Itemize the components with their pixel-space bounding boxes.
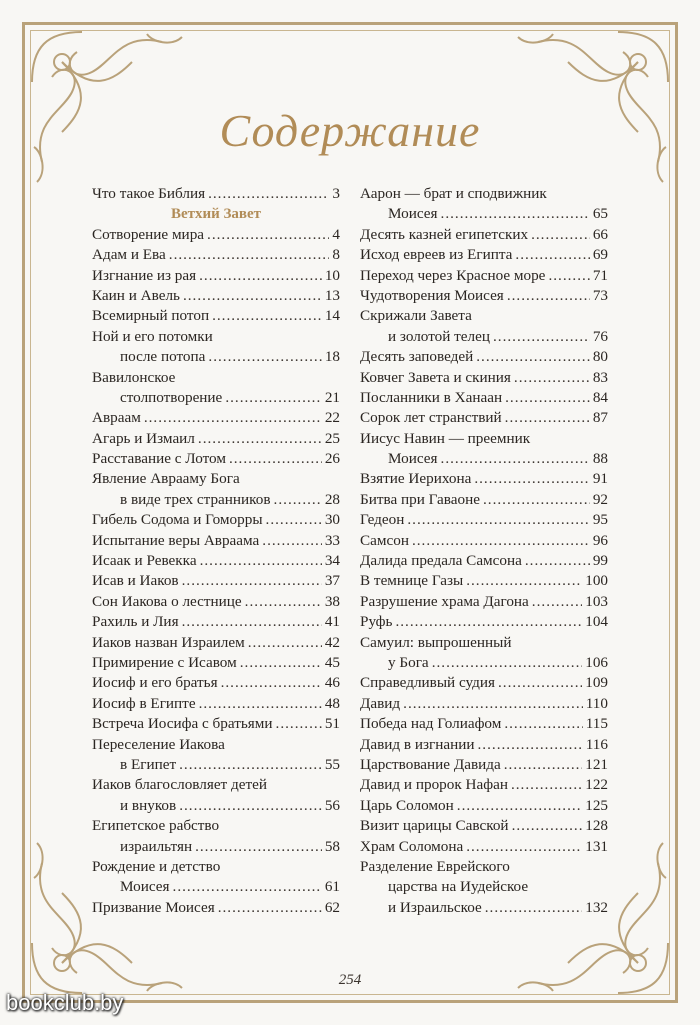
toc-entry[interactable]: [360, 429, 608, 470]
toc-entry-page: 26: [324, 450, 340, 468]
toc-leader-dots: [412, 531, 590, 551]
toc-leader-dots: [514, 368, 590, 388]
toc-entry-page: 131: [585, 837, 608, 855]
toc-entry-title: Рахиль и Лия: [92, 613, 179, 631]
toc-entry-page: 132: [585, 898, 608, 916]
toc-entry-title: Иосиф и его братья: [92, 674, 218, 692]
toc-leader-dots: [483, 490, 590, 510]
toc-entry[interactable]: [360, 531, 608, 551]
toc-entry-title: Всемирный потоп: [92, 307, 210, 325]
toc-entry-page: 69: [592, 246, 608, 264]
toc-entry-page: 34: [324, 552, 340, 570]
toc-entry[interactable]: [92, 714, 340, 734]
toc-entry-title: столпотворение: [120, 388, 223, 406]
toc-leader-dots: [199, 694, 322, 714]
toc-entry-title: Расставание с Лотом: [92, 450, 226, 468]
toc-entry-title: Моисея: [120, 878, 170, 896]
toc-entry[interactable]: [92, 673, 340, 693]
toc-entry[interactable]: [360, 592, 608, 612]
toc-entry-page: 18: [324, 348, 340, 366]
toc-entry-title: Храм Соломона: [360, 837, 464, 855]
toc-entry-page: 58: [324, 837, 340, 855]
toc-entry-title: Иаков назван Израилем: [92, 633, 245, 651]
toc-leader-dots: [248, 633, 322, 653]
toc-entry-page: 61: [324, 878, 340, 896]
toc-entry[interactable]: [360, 796, 608, 816]
page-title: Содержание: [219, 105, 481, 156]
toc-entry[interactable]: [92, 327, 340, 368]
toc-leader-dots: [208, 347, 321, 367]
toc-leader-dots: [274, 490, 322, 510]
toc-leader-dots: [212, 306, 322, 326]
toc-entry[interactable]: [92, 531, 340, 551]
toc-leader-dots: [474, 469, 589, 489]
toc-entry-page: 87: [592, 409, 608, 427]
toc-entry-title: Вавилонское: [92, 368, 176, 386]
toc-entry[interactable]: [360, 469, 608, 489]
toc-entry-title: Ной и его потомки: [92, 327, 213, 345]
toc-entry-title: Агарь и Измаил: [92, 429, 195, 447]
toc-leader-dots: [505, 408, 590, 428]
toc-section-heading: Ветхий Завет: [170, 206, 262, 223]
toc-leader-dots: [173, 877, 322, 897]
toc-entry-title: Чудотворения Моисея: [360, 286, 504, 304]
toc-entry-title: Моисея: [388, 205, 438, 223]
toc-leader-dots: [183, 286, 322, 306]
toc-leader-dots: [179, 796, 322, 816]
toc-entry[interactable]: [360, 714, 608, 734]
toc-entry[interactable]: [360, 857, 608, 918]
toc-entry-title: Моисея: [388, 450, 438, 468]
toc-entry-page: 116: [585, 735, 608, 753]
toc-leader-dots: [512, 816, 583, 836]
toc-entry-page: 122: [585, 776, 608, 794]
toc-leader-dots: [507, 286, 590, 306]
toc-entry-page: 14: [324, 307, 340, 325]
toc-entry[interactable]: [92, 306, 340, 326]
toc-entry-page: 56: [324, 796, 340, 814]
toc-entry[interactable]: [360, 837, 608, 857]
toc-entry-page: 33: [324, 531, 340, 549]
toc-entry[interactable]: [92, 469, 340, 510]
toc-entry-page: 42: [324, 633, 340, 651]
toc-entry-title: Далида предала Самсона: [360, 552, 522, 570]
toc-leader-dots: [498, 673, 582, 693]
toc-entry-page: 84: [592, 388, 608, 406]
toc-entry-title: Посланники в Ханаан: [360, 388, 503, 406]
toc-entry[interactable]: [360, 347, 608, 367]
toc-entry[interactable]: [92, 551, 340, 571]
toc-entry-title: Иаков благословляет детей: [92, 776, 267, 794]
toc-leader-dots: [466, 837, 582, 857]
toc-entry-title: Разделение Еврейского: [360, 857, 510, 875]
toc-entry-page: 128: [585, 817, 608, 835]
toc-column-left: [92, 184, 340, 918]
toc-entry[interactable]: [92, 429, 340, 449]
toc-entry-page: 21: [324, 388, 340, 406]
toc-leader-dots: [240, 653, 322, 673]
toc-leader-dots: [207, 225, 329, 245]
toc-leader-dots: [478, 735, 583, 755]
toc-entry-page: 8: [332, 246, 340, 264]
toc-entry[interactable]: [92, 653, 340, 673]
toc-entry[interactable]: [92, 266, 340, 286]
toc-leader-dots: [221, 673, 322, 693]
toc-entry-title: Явление Аврааму Бога: [92, 470, 240, 488]
toc-leader-dots: [229, 449, 322, 469]
toc-entry[interactable]: [92, 592, 340, 612]
toc-entry-page: 13: [324, 286, 340, 304]
toc-entry-page: 46: [324, 674, 340, 692]
toc-entry[interactable]: [92, 898, 340, 918]
toc-entry-title: Авраам: [92, 409, 141, 427]
toc-leader-dots: [182, 612, 322, 632]
toc-entry-title: Каин и Авель: [92, 286, 180, 304]
toc-entry[interactable]: [360, 388, 608, 408]
toc-leader-dots: [504, 714, 582, 734]
toc-entry-title: Сорок лет странствий: [360, 409, 502, 427]
toc-entry-title: Изгнание из рая: [92, 266, 197, 284]
toc-entry[interactable]: [92, 184, 340, 204]
toc-leader-dots: [266, 510, 322, 530]
toc-entry[interactable]: [92, 633, 340, 653]
toc-entry-title: Встреча Иосифа с братьями: [92, 715, 273, 733]
toc-entry[interactable]: [360, 775, 608, 795]
toc-leader-dots: [225, 388, 322, 408]
toc-entry-title: Победа над Голиафом: [360, 715, 502, 733]
toc-leader-dots: [179, 755, 322, 775]
toc-entry-title: Царствование Давида: [360, 755, 501, 773]
toc-entry-title: в виде трех странников: [120, 490, 271, 508]
toc-entry-title: царства на Иудейское: [388, 878, 529, 896]
toc-entry-title: Иосиф в Египте: [92, 694, 196, 712]
watermark-text: bookclub.by: [6, 990, 124, 1015]
toc-entry-page: 65: [592, 205, 608, 223]
toc-leader-dots: [531, 225, 590, 245]
toc-entry[interactable]: [360, 266, 608, 286]
toc-leader-dots: [485, 898, 582, 918]
toc-entry[interactable]: [360, 306, 608, 347]
toc-entry-page: 22: [324, 409, 340, 427]
toc-entry-title: Рождение и детство: [92, 857, 221, 875]
toc-entry-title: Адам и Ева: [92, 246, 166, 264]
toc-entry-title: Египетское рабство: [92, 817, 220, 835]
toc-entry-page: 3: [332, 185, 340, 202]
toc-leader-dots: [276, 714, 322, 734]
toc-entry-title: и золотой телец: [388, 327, 490, 345]
toc-entry-page: 103: [585, 592, 608, 610]
toc-entry-page: 76: [592, 327, 608, 345]
toc-entry-title: В темнице Газы: [360, 572, 464, 590]
toc-entry-title: Давид и пророк Нафан: [360, 776, 508, 794]
toc-leader-dots: [432, 653, 583, 673]
toc-leader-dots: [525, 551, 590, 571]
toc-entry-page: 99: [592, 552, 608, 570]
toc-entry[interactable]: [92, 571, 340, 591]
toc-entry[interactable]: [360, 225, 608, 245]
toc-entry-page: 125: [585, 796, 608, 814]
toc-entry-page: 51: [324, 715, 340, 733]
toc-entry[interactable]: [360, 286, 608, 306]
toc-entry-page: 41: [324, 613, 340, 631]
toc-entry-page: 62: [324, 898, 340, 916]
toc-entry[interactable]: [92, 286, 340, 306]
toc-entry-title: Переселение Иакова: [92, 735, 225, 753]
toc-entry-title: Исав и Иаков: [92, 572, 179, 590]
toc-entry[interactable]: [360, 735, 608, 755]
toc-entry-page: 55: [324, 755, 340, 773]
toc-entry-title: Давид в изгнании: [360, 735, 475, 753]
toc-entry[interactable]: [92, 735, 340, 776]
toc-leader-dots: [407, 510, 589, 530]
toc-entry-page: 121: [585, 755, 608, 773]
toc-leader-dots: [262, 531, 322, 551]
toc-entry-title: Гедеон: [360, 511, 405, 529]
toc-leader-dots: [466, 571, 582, 591]
toc-entry-title: Руфь: [360, 613, 393, 631]
toc-entry[interactable]: [92, 816, 340, 857]
toc-leader-dots: [457, 796, 582, 816]
toc-entry-title: Призвание Моисея: [92, 898, 215, 916]
toc-entry-title: у Бога: [388, 653, 429, 671]
toc-entry[interactable]: [92, 612, 340, 632]
toc-entry-title: Скрижали Завета: [360, 307, 472, 325]
toc-entry-title: Исход евреев из Египта: [360, 246, 513, 264]
toc-leader-dots: [515, 245, 589, 265]
toc-entry-page: 83: [592, 368, 608, 386]
toc-leader-dots: [144, 408, 322, 428]
toc-entry-page: 45: [324, 653, 340, 671]
toc-entry-title: Что такое Библия: [92, 185, 206, 202]
toc-entry-page: 92: [592, 490, 608, 508]
toc-entry-page: 30: [324, 511, 340, 529]
page-number: 254: [338, 972, 362, 988]
toc-entry-title: и внуков: [120, 796, 177, 814]
toc-leader-dots: [195, 837, 322, 857]
toc-entry-page: 88: [592, 450, 608, 468]
toc-entry-title: Битва при Гаваоне: [360, 490, 480, 508]
toc-leader-dots: [532, 592, 582, 612]
toc-entry[interactable]: [92, 225, 340, 245]
toc-entry-title: Гибель Содома и Гоморры: [92, 511, 263, 529]
toc-leader-dots: [403, 694, 583, 714]
toc-entry-page: 48: [324, 694, 340, 712]
toc-entry[interactable]: [360, 184, 608, 225]
toc-leader-dots: [441, 204, 590, 224]
toc-entry-title: Сон Иакова о лестнице: [92, 592, 242, 610]
toc-entry-title: и Израильское: [388, 898, 482, 916]
toc-entry-title: Десять заповедей: [360, 348, 474, 366]
toc-entry[interactable]: [360, 245, 608, 265]
toc-entry-title: Ковчег Завета и скиния: [360, 368, 511, 386]
toc-entry[interactable]: [360, 633, 608, 674]
toc-entry[interactable]: [360, 755, 608, 775]
toc-entry-title: Сотворение мира: [92, 225, 205, 243]
toc-entry-title: Иисус Навин — преемник: [360, 429, 531, 447]
toc-entry-page: 37: [324, 572, 340, 590]
toc-entry-page: 95: [592, 511, 608, 529]
toc-entry-page: 110: [585, 694, 608, 712]
toc-entry[interactable]: [92, 857, 340, 898]
toc-leader-dots: [493, 327, 590, 347]
toc-entry[interactable]: [92, 694, 340, 714]
toc-leader-dots: [182, 571, 322, 591]
toc-leader-dots: [511, 775, 582, 795]
toc-entry[interactable]: [92, 368, 340, 409]
toc-leader-dots: [395, 612, 582, 632]
toc-entry-page: 38: [324, 592, 340, 610]
toc-entry-title: Переход через Красное море: [360, 266, 546, 284]
toc-leader-dots: [218, 898, 322, 918]
toc-entry[interactable]: [92, 510, 340, 530]
toc-column-right: [360, 184, 608, 918]
toc-entry-title: Аарон — брат и сподвижник: [360, 185, 547, 202]
toc-leader-dots: [200, 551, 322, 571]
toc-entry-title: Царь Соломон: [360, 796, 454, 814]
toc-entry-page: 71: [592, 266, 608, 284]
toc-entry-page: 100: [585, 572, 608, 590]
toc-leader-dots: [548, 266, 589, 286]
toc-entry-title: Исаак и Ревекка: [92, 552, 197, 570]
toc-entry-page: 115: [585, 715, 608, 733]
toc-entry-page: 73: [592, 286, 608, 304]
toc-entry[interactable]: [360, 551, 608, 571]
toc-entry[interactable]: [92, 408, 340, 428]
toc-entry-page: 91: [592, 470, 608, 488]
toc-entry[interactable]: [360, 510, 608, 530]
toc-entry-page: 25: [324, 429, 340, 447]
toc-entry[interactable]: [360, 612, 608, 632]
toc-entry-page: 109: [585, 674, 608, 692]
toc-entry-title: Давид: [360, 694, 401, 712]
toc-entry-page: 80: [592, 348, 608, 366]
toc-entry-page: 66: [592, 225, 608, 243]
toc-entry-title: Самуил: выпрошенный: [360, 633, 512, 651]
toc-entry-page: 96: [592, 531, 608, 549]
toc-entry-page: 104: [585, 613, 608, 631]
toc-entry-title: Взятие Иерихона: [360, 470, 472, 488]
toc-entry-page: 28: [324, 490, 340, 508]
toc-entry[interactable]: [360, 673, 608, 693]
toc-entry-title: Примирение с Исавом: [92, 653, 237, 671]
toc-entry-title: Справедливый судия: [360, 674, 495, 692]
toc-entry-page: 4: [332, 225, 340, 243]
toc-leader-dots: [208, 184, 329, 204]
toc-entry-title: Самсон: [360, 531, 409, 549]
toc-leader-dots: [504, 755, 583, 775]
toc-entry[interactable]: [360, 368, 608, 388]
toc-entry[interactable]: [360, 408, 608, 428]
toc-entry-title: после потопа: [120, 348, 206, 366]
toc-entry[interactable]: [360, 571, 608, 591]
toc-entry-title: Десять казней египетских: [360, 225, 529, 243]
toc-entry[interactable]: [92, 245, 340, 265]
toc-entry[interactable]: [360, 490, 608, 510]
toc-entry[interactable]: [360, 816, 608, 836]
toc-leader-dots: [476, 347, 590, 367]
toc-leader-dots: [441, 449, 590, 469]
toc-leader-dots: [169, 245, 330, 265]
toc-entry-title: в Египет: [120, 755, 177, 773]
toc-entry[interactable]: [92, 775, 340, 816]
toc-entry-page: 106: [585, 653, 608, 671]
toc-entry-title: Визит царицы Савской: [360, 817, 509, 835]
toc-entry-title: Разрушение храма Дагона: [360, 592, 529, 610]
toc-leader-dots: [199, 266, 322, 286]
toc-leader-dots: [505, 388, 590, 408]
toc-entry[interactable]: [92, 449, 340, 469]
toc-entry-page: 10: [324, 266, 340, 284]
toc-entry-title: Испытание веры Авраама: [92, 531, 260, 549]
toc-entry-title: израильтян: [120, 837, 193, 855]
toc-leader-dots: [245, 592, 322, 612]
toc-entry[interactable]: [360, 694, 608, 714]
toc-leader-dots: [198, 429, 322, 449]
